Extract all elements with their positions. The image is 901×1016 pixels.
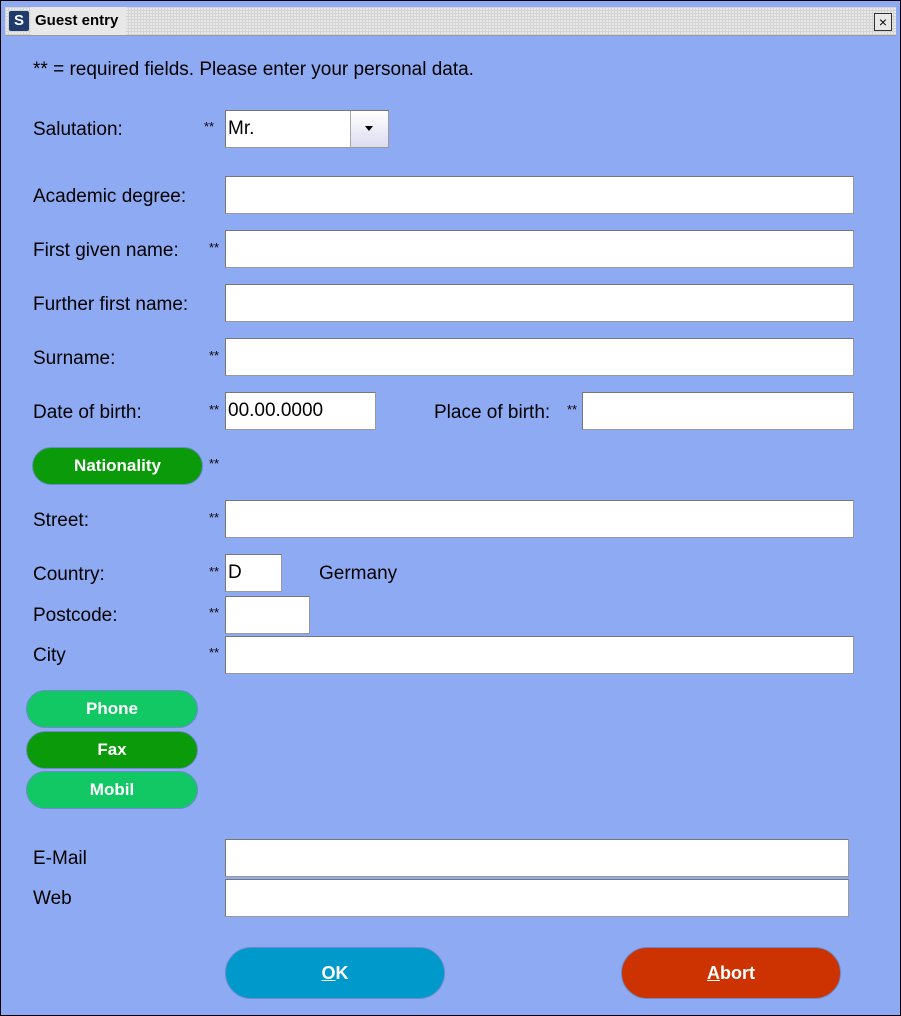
- date-of-birth-required-mark: **: [209, 402, 220, 417]
- ok-button[interactable]: [225, 947, 445, 999]
- city-label: City: [33, 645, 66, 666]
- abort-label-rest: bort: [720, 963, 755, 983]
- postcode-required-mark: **: [209, 605, 220, 620]
- street-field[interactable]: [225, 500, 854, 538]
- email-label: E-Mail: [33, 848, 87, 869]
- first-given-name-field[interactable]: [225, 230, 854, 268]
- postcode-label: Postcode:: [33, 605, 118, 626]
- place-of-birth-field[interactable]: [582, 392, 854, 430]
- place-of-birth-required-mark: **: [567, 402, 578, 417]
- first-given-name-label: First given name:: [33, 240, 179, 261]
- nationality-button[interactable]: Nationality: [32, 447, 203, 485]
- mobil-button[interactable]: Mobil: [26, 771, 198, 809]
- postcode-field[interactable]: [225, 596, 310, 634]
- salutation-label: Salutation:: [33, 119, 123, 140]
- window-title: Guest entry: [31, 7, 126, 35]
- further-first-name-label: Further first name:: [33, 294, 189, 315]
- web-label: Web: [33, 888, 72, 909]
- ok-label-rest: K: [335, 963, 349, 983]
- ok-mnemonic: O: [321, 963, 336, 983]
- salutation-required-mark: **: [204, 119, 215, 134]
- place-of-birth-label: Place of birth:: [434, 402, 551, 423]
- title-bar[interactable]: [5, 7, 896, 36]
- country-code-field[interactable]: [225, 554, 282, 592]
- web-field[interactable]: [225, 879, 849, 917]
- chevron-down-icon: [365, 126, 373, 131]
- date-of-birth-label: Date of birth:: [33, 402, 142, 423]
- salutation-value: Mr.: [228, 118, 255, 139]
- country-required-mark: **: [209, 564, 220, 579]
- surname-field[interactable]: [225, 338, 854, 376]
- phone-button[interactable]: Phone: [26, 690, 198, 728]
- academic-degree-field[interactable]: [225, 176, 854, 214]
- street-label: Street:: [33, 510, 89, 531]
- fax-button[interactable]: Fax: [26, 731, 198, 769]
- surname-required-mark: **: [209, 348, 220, 363]
- further-first-name-field[interactable]: [225, 284, 854, 322]
- abort-button[interactable]: [621, 947, 841, 999]
- salutation-select[interactable]: [225, 110, 389, 148]
- city-field[interactable]: [225, 636, 854, 674]
- date-of-birth-field[interactable]: [225, 392, 376, 430]
- country-code-value: D: [228, 562, 242, 583]
- surname-label: Surname:: [33, 348, 116, 369]
- abort-mnemonic: A: [707, 963, 720, 983]
- academic-degree-label: Academic degree:: [33, 186, 187, 207]
- street-required-mark: **: [209, 510, 220, 525]
- date-of-birth-value: 00.00.0000: [228, 400, 324, 421]
- country-name: Germany: [319, 563, 398, 584]
- city-required-mark: **: [209, 645, 220, 660]
- first-given-name-required-mark: **: [209, 240, 220, 255]
- salutation-dropdown-button[interactable]: [350, 111, 388, 147]
- email-field[interactable]: [225, 839, 849, 877]
- app-logo-icon: S: [9, 11, 29, 31]
- close-icon[interactable]: ×: [874, 13, 892, 31]
- nationality-required-mark: **: [209, 456, 220, 471]
- country-label: Country:: [33, 564, 105, 585]
- required-fields-hint: ** = required fields. Please enter your personal data.: [33, 59, 474, 80]
